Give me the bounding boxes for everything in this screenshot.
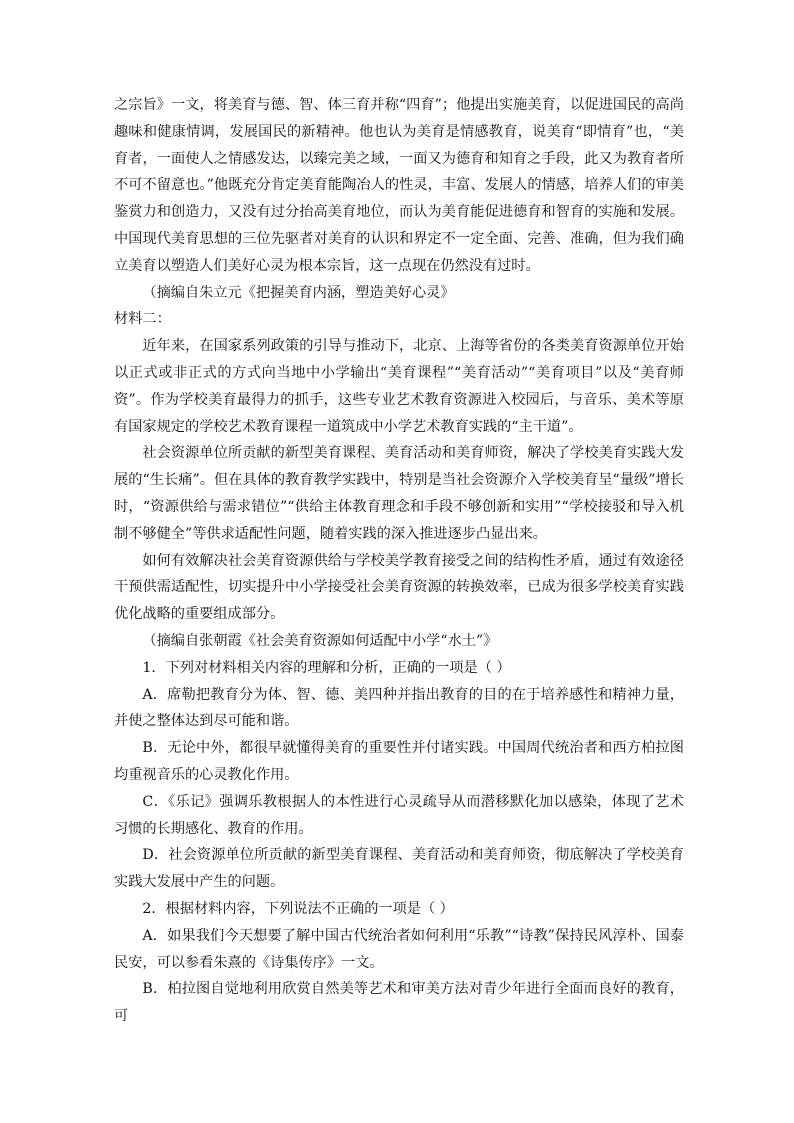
question1-option-d: D．社会资源单位所贡献的新型美育课程、美育活动和美育师资，彻底解决了学校美育实践大发展中产生的问题。 [114, 847, 684, 891]
material2-paragraph-2: 社会资源单位所贡献的新型美育课程、美育活动和美育师资，解决了学校美育实践大发展的“生长痛”。但在具体的教育教学实践中，特别是当社会资源介入学校美育呈“量级”增长时，“资源供给与需求错位”“供给主体教育理念和手段不够创新和实用”“学校接驳和导入机制不够健全”等供求适配性问题，随着实践的深入推进逐步凸显出来。 [114, 445, 684, 542]
material1-paragraph: 之宗旨》一文，将美育与德、智、体三育并称“四育”；他提出实施美育，以促进国民的高尚趣味和健康情调，发展国民的新精神。他也认为美育是情感教育，说美育“即情育”也，“美育者，一面使人之情感发达，以臻完美之域，一面又为德育和知育之手段，此又为教育者所不可不留意也。”他既充分肯定美育能陶冶人的性灵，丰富、发展人的情感，培养人们的审美鉴赏力和创造力，又没有过分抬高美育地位，而认为美育能促进德育和智育的实施和发展。中国现代美育思想的三位先驱者对美育的认识和界定不一定全面、完善、准确，但为我们确立美育以塑造人们美好心灵为根本宗旨，这一点现在仍然没有过时。 [114, 97, 684, 274]
question1-option-a: A．席勒把教育分为体、智、德、美四种并指出教育的目的在于培养感性和精神力量，并使之整体达到尽可能和谐。 [114, 686, 684, 730]
question2-stem: 2．根据材料内容，下列说法不正确的一项是（ ） [142, 900, 454, 917]
material1-source: （摘编自朱立元《把握美育内涵，塑造美好心灵》 [142, 284, 455, 301]
material2-source: （摘编自张朝霞《社会美育资源如何适配中小学“水土”》 [142, 632, 498, 649]
question1-stem: 1．下列对材料相关内容的理解和分析，正确的一项是（ ） [142, 659, 511, 676]
question1-option-b: B．无论中外，都很早就懂得美育的重要性并付诸实践。中国周代统治者和西方柏拉图均重视音乐的心灵教化作用。 [114, 740, 684, 783]
document-page [114, 92, 684, 1030]
question2-option-a: A．如果我们今天想要了解中国古代统治者如何利用“乐教”“诗教”保持民风淳朴、国泰民安，可以参看朱熹的《诗集传序》一文。 [114, 927, 684, 971]
material2-paragraph-1: 近年来，在国家系列政策的引导与推动下，北京、上海等省份的各类美育资源单位开始以正式或非正式的方式向当地中小学输出“美育课程”“美育活动”“美育项目”以及“美育师资”。作为学校美育最得力的抓手，这些专业艺术教育资源进入校园后，与音乐、美术等原有国家规定的学校艺术教育课程一道筑成中小学艺术教育实践的“主干道”。 [114, 338, 684, 435]
material2-heading: 材料二： [114, 311, 171, 328]
material2-paragraph-3: 如何有效解决社会美育资源供给与学校美学教育接受之间的结构性矛盾，通过有效途径干预供需适配性，切实提升中小学接受社会美育资源的转换效率，已成为很多学校美育实践优化战略的重要组成部分。 [114, 552, 684, 623]
question2-option-b: B．柏拉图自觉地利用欣赏自然美等艺术和审美方法对青少年进行全面而良好的教育，可 [114, 981, 684, 1025]
question1-option-c: C．《乐记》强调乐教根据人的本性进行心灵疏导从而潜移默化加以感染，体现了艺术习惯的长期感化、教育的作用。 [114, 793, 684, 837]
